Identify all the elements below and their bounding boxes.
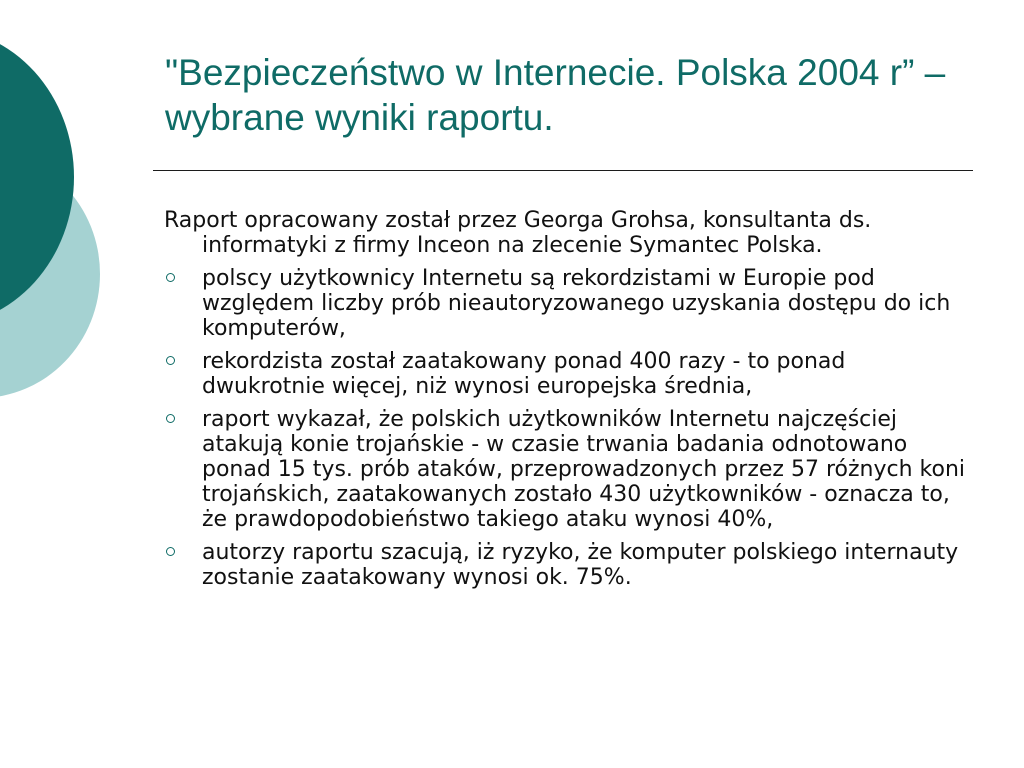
slide-title: "Bezpieczeństwo w Internecie. Polska 2004 r” – wybrane wyniki raportu.	[165, 52, 946, 138]
bullet-text: raport wykazał, że polskich użytkowników Internetu najczęściej atakują konie trojańskie - w czasie trwania badania odnotowano ponad 15 tys. prób ataków, przeprowadzonych przez 57 różnych koni trojańskich, zaatakowanych zostało 430 użytkowników - oznacza to, że prawdopodobieństwo takiego ataku wynosi 40%,	[202, 407, 965, 532]
bullet-list	[164, 266, 974, 590]
hollow-circle-bullet-icon	[166, 356, 175, 365]
intro-paragraph: Raport opracowany został przez Georga Grohsa, konsultanta ds. informatyki z firmy Inceon na zlecenie Symantec Polska.	[164, 208, 872, 258]
bullet-item	[164, 540, 974, 590]
title-divider	[153, 170, 973, 171]
hollow-circle-bullet-icon	[166, 273, 175, 282]
hollow-circle-bullet-icon	[166, 414, 175, 423]
hollow-circle-bullet-icon	[166, 547, 175, 556]
bullet-text: rekordzista został zaatakowany ponad 400 razy - to ponad dwukrotnie więcej, niż wynosi europejska średnia,	[202, 349, 846, 399]
bullet-item	[164, 266, 974, 341]
bullet-item	[164, 349, 974, 399]
bullet-text: polscy użytkownicy Internetu są rekordzistami w Europie pod względem liczby prób nieautoryzowanego uzyskania dostępu do ich komputerów,	[202, 266, 951, 341]
bullet-item	[164, 407, 974, 532]
bullet-text: autorzy raportu szacują, iż ryzyko, że komputer polskiego internauty zostanie zaatakowany wynosi ok. 75%.	[202, 540, 959, 590]
slide-body	[164, 208, 974, 598]
